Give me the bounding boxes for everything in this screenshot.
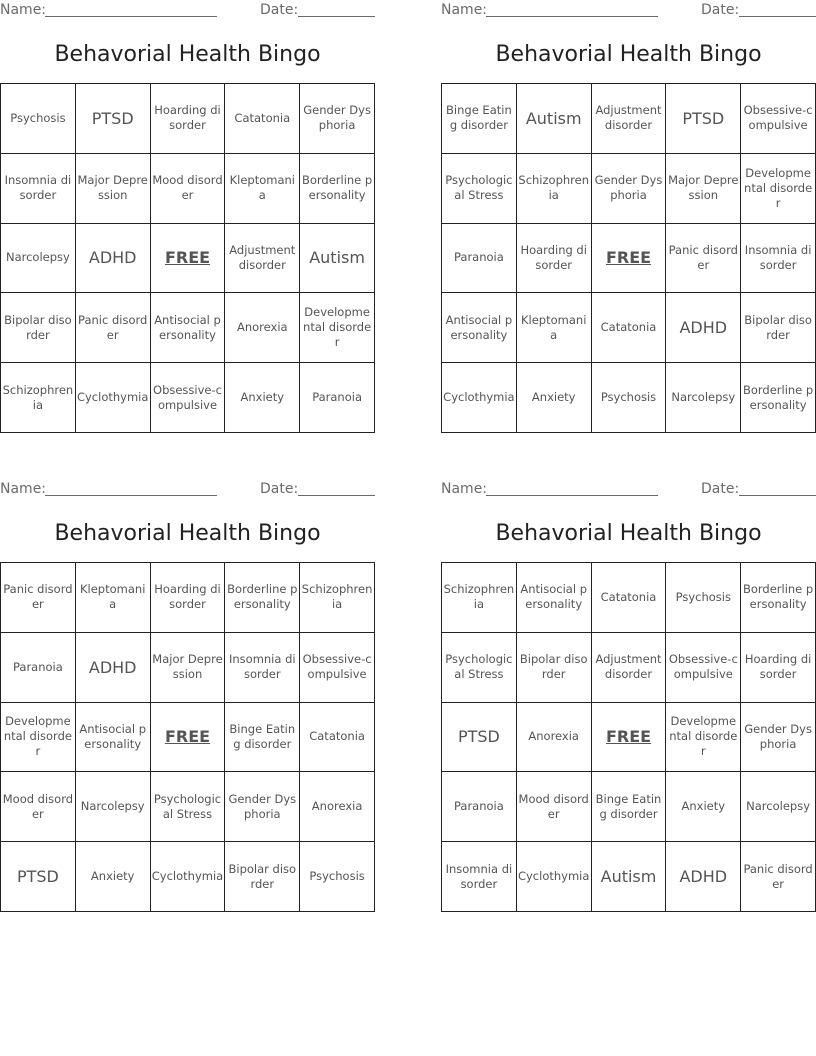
bingo-cell[interactable]: Insomnia disorder [741, 224, 816, 294]
bingo-cell[interactable]: Gender Dysphoria [225, 772, 300, 842]
name-label: Name: [0, 481, 47, 497]
bingo-cell[interactable]: Bipolar disorder [517, 633, 592, 703]
bingo-cell[interactable]: Anorexia [517, 703, 592, 773]
bingo-cell[interactable]: ADHD [76, 633, 151, 703]
bingo-cell[interactable]: Mood disorder [1, 772, 76, 842]
bingo-cell[interactable]: ADHD [666, 293, 741, 363]
bingo-cell[interactable]: Panic disorder [741, 842, 816, 912]
name-label: Name: [0, 2, 47, 18]
bingo-cell[interactable]: Schizophrenia [1, 363, 76, 433]
name-line[interactable] [45, 16, 217, 17]
bingo-cell[interactable]: Developmental disorder [741, 154, 816, 224]
card-title: Behavorial Health Bingo [54, 521, 321, 546]
bingo-cell[interactable]: Psychological Stress [442, 633, 517, 703]
bingo-cell[interactable]: Hoarding disorder [741, 633, 816, 703]
bingo-cell[interactable]: Narcolepsy [1, 224, 76, 294]
bingo-card [441, 0, 816, 432]
bingo-cell[interactable]: Cyclothymia [517, 842, 592, 912]
bingo-cell[interactable]: Cyclothymia [151, 842, 226, 912]
bingo-cell[interactable]: Schizophrenia [300, 563, 375, 633]
bingo-card [441, 479, 816, 911]
bingo-cell[interactable]: Catatonia [300, 703, 375, 773]
bingo-cell[interactable]: Antisocial personality [76, 703, 151, 773]
bingo-cell[interactable]: Hoarding disorder [517, 224, 592, 294]
free-space-cell[interactable]: FREE [592, 224, 667, 294]
bingo-card [0, 0, 375, 432]
bingo-cell[interactable]: Mood disorder [517, 772, 592, 842]
bingo-cell[interactable]: Bipolar disorder [741, 293, 816, 363]
bingo-cell[interactable]: Obsessive-compulsive [151, 363, 226, 433]
free-space-cell[interactable]: FREE [592, 703, 667, 773]
bingo-cell[interactable]: Obsessive-compulsive [741, 84, 816, 154]
date-label: Date: [260, 2, 299, 18]
date-line[interactable] [298, 16, 375, 17]
bingo-cell[interactable]: Anorexia [300, 772, 375, 842]
bingo-cell[interactable]: ADHD [76, 224, 151, 294]
bingo-cell[interactable]: Paranoia [1, 633, 76, 703]
bingo-cell[interactable]: Insomnia disorder [442, 842, 517, 912]
bingo-cell[interactable]: Kleptomania [225, 154, 300, 224]
free-space-cell[interactable]: FREE [151, 224, 226, 294]
bingo-cell[interactable]: Autism [592, 842, 667, 912]
free-space-cell[interactable]: FREE [151, 703, 226, 773]
bingo-cell[interactable]: PTSD [76, 84, 151, 154]
bingo-cell[interactable]: Hoarding disorder [151, 563, 226, 633]
bingo-cell[interactable]: Autism [517, 84, 592, 154]
bingo-cell[interactable]: Anxiety [76, 842, 151, 912]
bingo-cell[interactable]: Kleptomania [517, 293, 592, 363]
card-title: Behavorial Health Bingo [54, 42, 321, 67]
bingo-cell[interactable]: Cyclothymia [442, 363, 517, 433]
bingo-cell[interactable]: Cyclothymia [76, 363, 151, 433]
bingo-cell[interactable]: Developmental disorder [300, 293, 375, 363]
bingo-cell[interactable]: Anxiety [666, 772, 741, 842]
bingo-cell[interactable]: Schizophrenia [517, 154, 592, 224]
bingo-cell[interactable]: Psychological Stress [151, 772, 226, 842]
bingo-cell[interactable]: Borderline personality [741, 363, 816, 433]
bingo-cell[interactable]: Psychosis [592, 363, 667, 433]
name-label: Name: [441, 481, 488, 497]
bingo-cell[interactable]: Bipolar disorder [225, 842, 300, 912]
bingo-cell[interactable]: Antisocial personality [151, 293, 226, 363]
bingo-cell[interactable]: Binge Eating disorder [442, 84, 517, 154]
bingo-cell[interactable]: Narcolepsy [76, 772, 151, 842]
bingo-cell[interactable]: Adjustment disorder [225, 224, 300, 294]
bingo-cell[interactable]: Narcolepsy [741, 772, 816, 842]
bingo-cell[interactable]: Panic disorder [76, 293, 151, 363]
bingo-cell[interactable]: Anxiety [517, 363, 592, 433]
bingo-cell[interactable]: Bipolar disorder [1, 293, 76, 363]
bingo-cell[interactable]: Autism [300, 224, 375, 294]
bingo-cell[interactable]: Major Depression [151, 633, 226, 703]
bingo-grid [0, 83, 375, 433]
bingo-cell[interactable]: Hoarding disorder [151, 84, 226, 154]
date-line[interactable] [739, 16, 816, 17]
bingo-grid [441, 562, 816, 912]
bingo-cell[interactable]: Gender Dysphoria [741, 703, 816, 773]
bingo-cell[interactable]: Psychosis [300, 842, 375, 912]
date-label: Date: [701, 2, 740, 18]
bingo-cell[interactable]: ADHD [666, 842, 741, 912]
bingo-cell[interactable]: Major Depression [76, 154, 151, 224]
bingo-grid [0, 562, 375, 912]
bingo-cell[interactable]: Major Depression [666, 154, 741, 224]
bingo-cell[interactable]: Paranoia [442, 224, 517, 294]
name-line[interactable] [486, 495, 658, 496]
bingo-cell[interactable]: Psychological Stress [442, 154, 517, 224]
bingo-cell[interactable]: Paranoia [300, 363, 375, 433]
bingo-cell[interactable]: Insomnia disorder [1, 154, 76, 224]
bingo-cell[interactable]: Insomnia disorder [225, 633, 300, 703]
bingo-cell[interactable]: Borderline personality [741, 563, 816, 633]
name-label: Name: [441, 2, 488, 18]
card-title: Behavorial Health Bingo [495, 521, 762, 546]
bingo-cell[interactable]: Anxiety [225, 363, 300, 433]
bingo-cell[interactable]: Schizophrenia [442, 563, 517, 633]
card-title: Behavorial Health Bingo [495, 42, 762, 67]
bingo-cell[interactable]: PTSD [1, 842, 76, 912]
bingo-cell[interactable]: Catatonia [225, 84, 300, 154]
bingo-cell[interactable]: Developmental disorder [1, 703, 76, 773]
bingo-cell[interactable]: Mood disorder [151, 154, 226, 224]
bingo-cell[interactable]: PTSD [442, 703, 517, 773]
bingo-card [0, 479, 375, 911]
date-line[interactable] [739, 495, 816, 496]
bingo-cell[interactable]: Catatonia [592, 293, 667, 363]
bingo-cell[interactable]: Obsessive-compulsive [666, 633, 741, 703]
bingo-cell[interactable]: Borderline personality [300, 154, 375, 224]
bingo-grid [441, 83, 816, 433]
date-label: Date: [701, 481, 740, 497]
bingo-cell[interactable]: Anorexia [225, 293, 300, 363]
card-header [0, 479, 375, 501]
bingo-cell[interactable]: Binge Eating disorder [592, 772, 667, 842]
bingo-cell[interactable]: Kleptomania [76, 563, 151, 633]
date-label: Date: [260, 481, 299, 497]
bingo-cell[interactable]: Obsessive-compulsive [300, 633, 375, 703]
bingo-cell[interactable]: Panic disorder [666, 224, 741, 294]
bingo-cell[interactable]: Antisocial personality [442, 293, 517, 363]
bingo-cell[interactable]: Gender Dysphoria [300, 84, 375, 154]
bingo-cell[interactable]: Paranoia [442, 772, 517, 842]
bingo-cell[interactable]: Gender Dysphoria [592, 154, 667, 224]
bingo-cell[interactable]: PTSD [666, 84, 741, 154]
name-line[interactable] [45, 495, 217, 496]
bingo-cell[interactable]: Borderline personality [225, 563, 300, 633]
bingo-cell[interactable]: Binge Eating disorder [225, 703, 300, 773]
name-line[interactable] [486, 16, 658, 17]
bingo-cell[interactable]: Panic disorder [1, 563, 76, 633]
bingo-cell[interactable]: Adjustment disorder [592, 84, 667, 154]
bingo-cell[interactable]: Catatonia [592, 563, 667, 633]
bingo-cell[interactable]: Narcolepsy [666, 363, 741, 433]
bingo-cell[interactable]: Developmental disorder [666, 703, 741, 773]
card-header [0, 0, 375, 22]
card-header [441, 479, 816, 501]
card-header [441, 0, 816, 22]
bingo-cell[interactable]: Psychosis [1, 84, 76, 154]
bingo-cell[interactable]: Psychosis [666, 563, 741, 633]
bingo-cell[interactable]: Adjustment disorder [592, 633, 667, 703]
date-line[interactable] [298, 495, 375, 496]
bingo-cell[interactable]: Antisocial personality [517, 563, 592, 633]
